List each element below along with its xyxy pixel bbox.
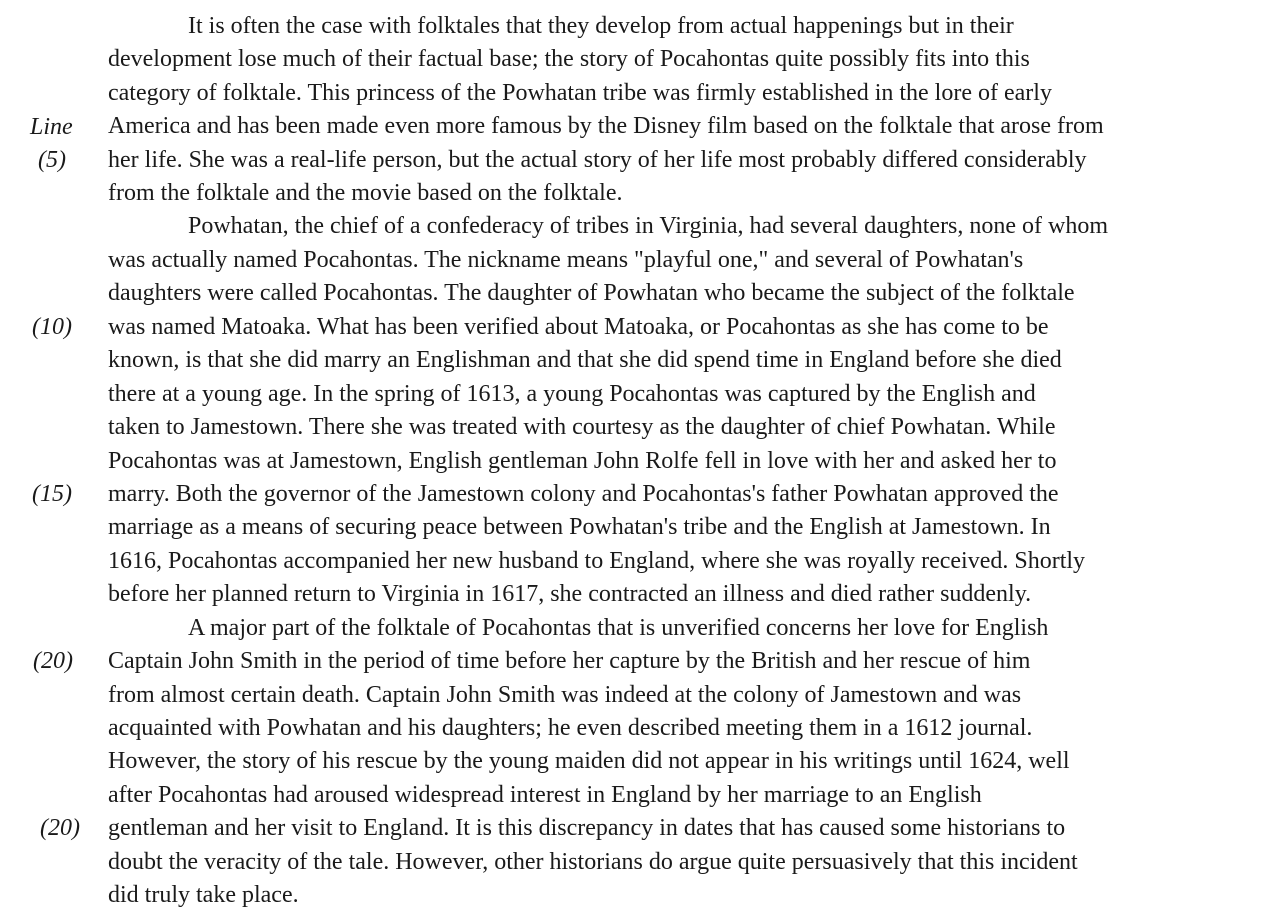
passage-line: 1616, Pocahontas accompanied her new husband to England, where she was royally received. Shortly: [108, 548, 1086, 574]
passage-line: Captain John Smith in the period of time before her capture by the British and her rescue of him: [108, 648, 1031, 674]
passage-line: marriage as a means of securing peace between Powhatan's tribe and the English at Jamestown. In: [108, 514, 1051, 540]
passage-line: A major part of the folktale of Pocahontas that is unverified concerns her love for English: [188, 615, 1049, 641]
passage-line: However, the story of his rescue by the young maiden did not appear in his writings until 1624, well: [108, 748, 1070, 774]
passage-line: taken to Jamestown. There she was treated with courtesy as the daughter of chief Powhatan. While: [108, 414, 1056, 440]
passage-line: before her planned return to Virginia in 1617, she contracted an illness and died rather suddenly.: [108, 581, 1032, 607]
passage-line: from almost certain death. Captain John Smith was indeed at the colony of Jamestown and was: [108, 682, 1022, 708]
passage-line: Powhatan, the chief of a confederacy of tribes in Virginia, had several daughters, none of whom: [188, 213, 1109, 239]
passage-line: doubt the veracity of the tale. However, other historians do argue quite persuasively that this incident: [108, 849, 1078, 875]
passage-line: known, is that she did marry an Englishman and that she did spend time in England before she died: [108, 347, 1062, 373]
passage-line: It is often the case with folktales that they develop from actual happenings but in their: [188, 13, 1014, 39]
passage-line: her life. She was a real-life person, but the actual story of her life most probably differed considerably: [108, 147, 1087, 173]
line-label: Line: [30, 114, 73, 140]
line-marker-20-second: (20): [40, 815, 80, 841]
passage-line: acquainted with Powhatan and his daughters; he even described meeting them in a 1612 journal.: [108, 715, 1033, 741]
line-marker-20: (20): [33, 648, 73, 674]
passage-line: there at a young age. In the spring of 1613, a young Pocahontas was captured by the English and: [108, 381, 1036, 407]
passage-line: America and has been made even more famous by the Disney film based on the folktale that arose from: [108, 113, 1104, 139]
line-marker-5: (5): [38, 147, 66, 173]
passage-line: gentleman and her visit to England. It is this discrepancy in dates that has caused some historians to: [108, 815, 1066, 841]
line-marker-15: (15): [32, 481, 72, 507]
passage-line: Pocahontas was at Jamestown, English gentleman John Rolfe fell in love with her and asked her to: [108, 448, 1057, 474]
passage-line: daughters were called Pocahontas. The daughter of Powhatan who became the subject of the folktale: [108, 280, 1075, 306]
passage-line: category of folktale. This princess of the Powhatan tribe was firmly established in the lore of early: [108, 80, 1052, 106]
passage-line: was named Matoaka. What has been verified about Matoaka, or Pocahontas as she has come to be: [108, 314, 1049, 340]
passage-line: marry. Both the governor of the Jamestown colony and Pocahontas's father Powhatan approved the: [108, 481, 1059, 507]
passage-line: development lose much of their factual base; the story of Pocahontas quite possibly fits into this: [108, 46, 1030, 72]
line-marker-10: (10): [32, 314, 72, 340]
passage-line: did truly take place.: [108, 882, 299, 908]
passage-line: after Pocahontas had aroused widespread interest in England by her marriage to an English: [108, 782, 982, 808]
passage-line: from the folktale and the movie based on the folktale.: [108, 180, 623, 206]
passage-line: was actually named Pocahontas. The nickname means "playful one," and several of Powhatan's: [108, 247, 1024, 273]
